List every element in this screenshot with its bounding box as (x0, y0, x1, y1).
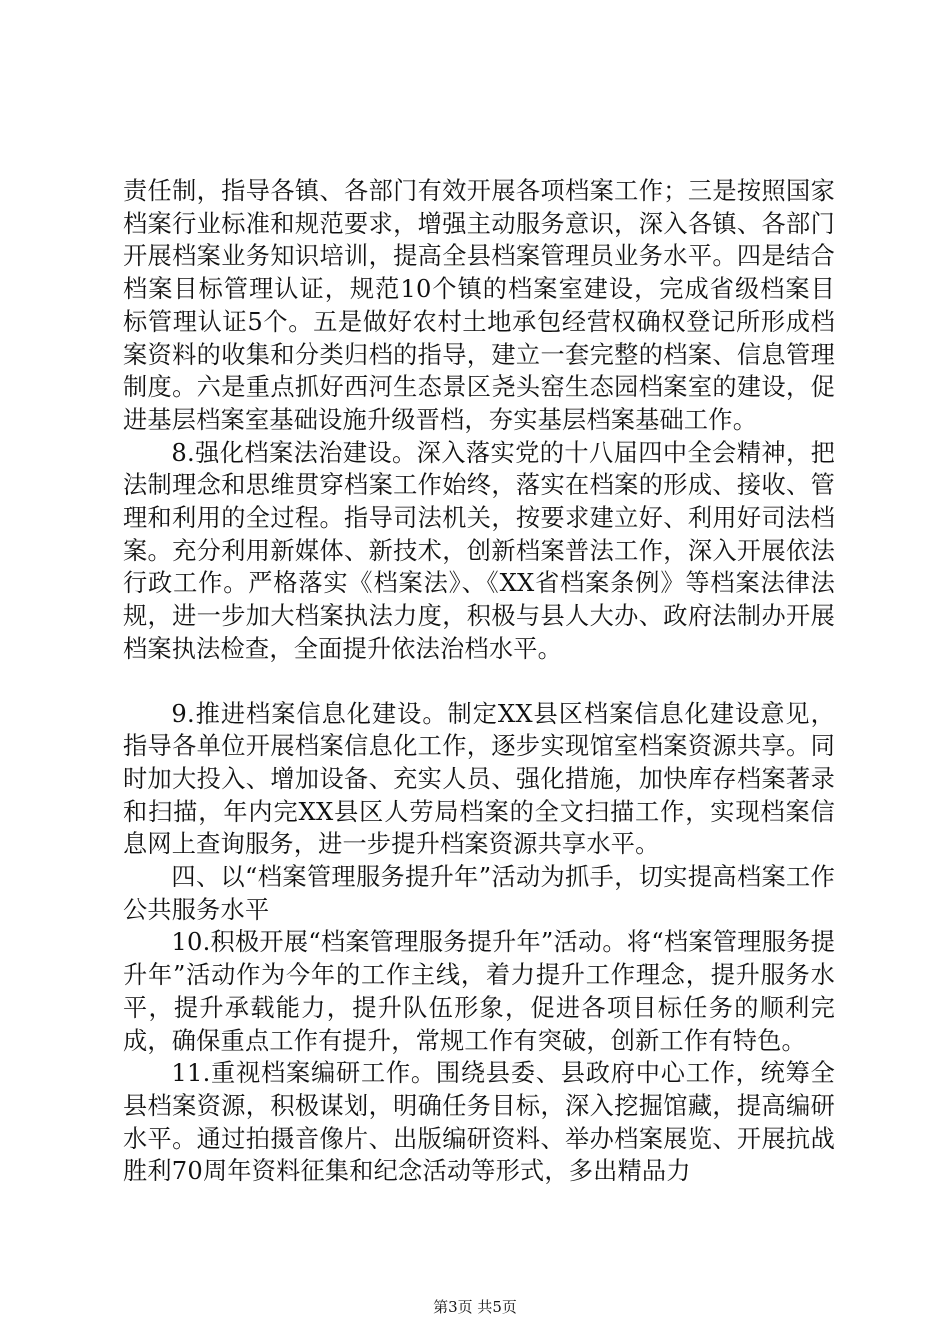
paragraph-item-10: 10.积极开展“档案管理服务提升年”活动。将“档案管理服务提升年”活动作为今年的工作主线，着力提升工作理念，提升服务水平，提升承载能力，提升队伍形象，促进各项目标任务的顺利完成，确保重点工作有提升，常规工作有突破，创新工作有特色。 (123, 928, 835, 1055)
document-body (123, 175, 835, 1188)
paragraph-spacer (123, 666, 835, 698)
paragraph-continuation: 责任制，指导各镇、各部门有效开展各项档案工作；三是按照国家档案行业标准和规范要求，增强主动服务意识，深入各镇、各部门开展档案业务知识培训，提高全县档案管理员业务水平。四是结合档案目标管理认证，规范10个镇的档案室建设，完成省级档案目标管理认证5个。五是做好农村土地承包经营权确权登记所形成档案资料的收集和分类归档的指导，建立一套完整的档案、信息管理制度。六是重点抓好西河生态景区尧头窑生态园档案室的建设，促进基层档案室基础设施升级晋档，夯实基层档案基础工作。 (123, 177, 835, 434)
paragraph-item-11: 11.重视档案编研工作。围绕县委、县政府中心工作，统筹全县档案资源，积极谋划，明确任务目标，深入挖掘馆藏，提高编研水平。通过拍摄音像片、出版编研资料、举办档案展览、开展抗战胜利70周年资料征集和纪念活动等形式，多出精品力 (123, 1059, 835, 1186)
paragraph-item-8: 8.强化档案法治建设。深入落实党的十八届四中全会精神，把法制理念和思维贯穿档案工作始终，落实在档案的形成、接收、管理和利用的全过程。指导司法机关，按要求建立好、利用好司法档案。充分利用新媒体、新技术，创新档案普法工作，深入开展依法行政工作。严格落实《档案法》、《XX省档案条例》等档案法律法规，进一步加大档案执法力度，积极与县人大办、政府法制办开展档案执法检查，全面提升依法治档水平。 (123, 438, 835, 663)
section-heading-four: 四、以“档案管理服务提升年”活动为抓手，切实提高档案工作公共服务水平 (123, 863, 835, 924)
paragraph-item-9: 9.推进档案信息化建设。制定XX县区档案信息化建设意见，指导各单位开展档案信息化工作，逐步实现馆室档案资源共享。同时加大投入、增加设备、充实人员、强化措施，加快库存档案著录和扫描，年内完XX县区人劳局档案的全文扫描工作，实现档案信息网上查询服务，进一步提升档案资源共享水平。 (123, 699, 835, 859)
page-number-footer: 第3页 共5页 (433, 1298, 517, 1316)
